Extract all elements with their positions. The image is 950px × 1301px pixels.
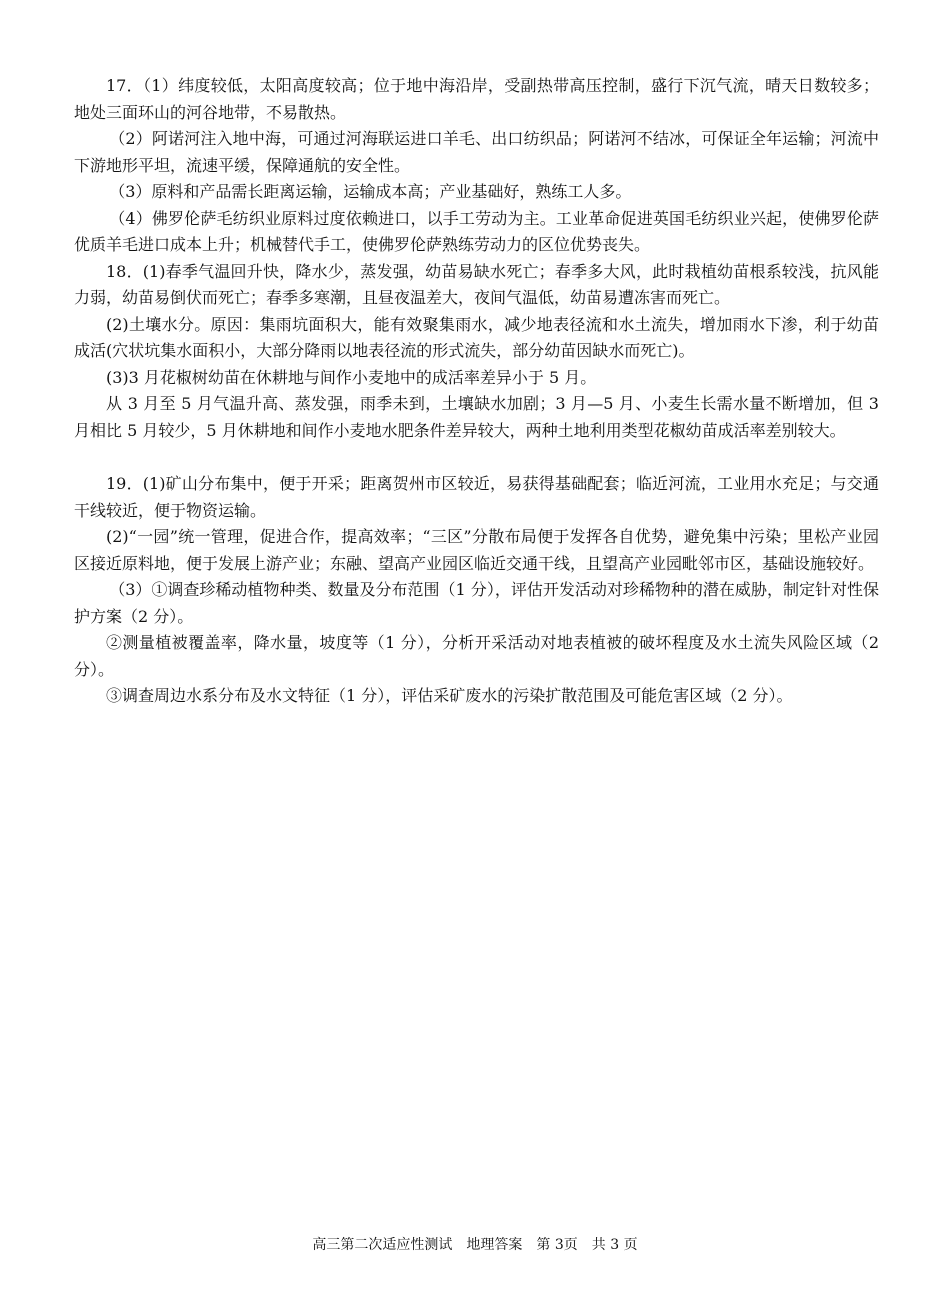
q19-part1: 19．(1)矿山分布集中，便于开采；距离贺州市区较近，易获得基础配套；临近河流，工业用水充足；与交通干线较近，便于物资运输。 xyxy=(74,474,879,520)
page-footer: 高三第二次适应性测试 地理答案 第 3页 共 3 页 xyxy=(312,1237,638,1253)
q17-part2: （2）阿诺河注入地中海，可通过河海联运进口羊毛、出口纺织品；阿诺河不结冰，可保证全年运输；河流中下游地形平坦，流速平缓，保障通航的安全性。 xyxy=(74,129,879,175)
q18-part3-explanation: 从 3 月至 5 月气温升高、蒸发强，雨季未到，土壤缺水加剧；3 月—5 月、小麦生长需水量不断增加，但 3 月相比 5 月较少，5 月休耕地和间作小麦地水肥条件差异较大，两种土地利用类型花椒幼苗成活率差别较大。 xyxy=(74,394,879,440)
q19-part3-item2: ②测量植被覆盖率，降水量，坡度等（1 分），分析开采活动对地表植被的破坏程度及水土流失风险区域（2 分）。 xyxy=(74,633,879,679)
q19-part3-item3: ③调查周边水系分布及水文特征（1 分），评估采矿废水的污染扩散范围及可能危害区域（2 分）。 xyxy=(106,686,793,705)
section-spacer xyxy=(74,444,879,471)
q19-part3-item1: （3）①调查珍稀动植物种类、数量及分布范围（1 分），评估开发活动对珍稀物种的潜在威胁，制定针对性保护方案（2 分）。 xyxy=(74,580,879,626)
q17-part1: 17．（1）纬度较低，太阳高度较高；位于地中海沿岸，受副热带高压控制，盛行下沉气流，晴天日数较多；地处三面环山的河谷地带，不易散热。 xyxy=(74,76,879,122)
q18-part2: (2)土壤水分。原因：集雨坑面积大，能有效聚集雨水，减少地表径流和水土流失，增加雨水下渗，利于幼苗成活(穴状坑集水面积小，大部分降雨以地表径流的形式流失，部分幼苗因缺水而死亡)。 xyxy=(74,314,879,360)
q19-part2: (2)“一园”统一管理，促进合作，提高效率；“三区”分散布局便于发挥各自优势，避免集中污染；里松产业园区接近原料地，便于发展上游产业；东融、望高产业园区临近交通干线，且望高产业园毗邻市区，基础设施较好。 xyxy=(74,527,879,573)
answer-content xyxy=(74,73,879,710)
q18-part3: (3)3 月花椒树幼苗在休耕地与间作小麦地中的成活率差异小于 5 月。 xyxy=(106,367,597,387)
q17-part4: （4）佛罗伦萨毛纺织业原料过度依赖进口，以手工劳动为主。工业革命促进英国毛纺织业兴起，使佛罗伦萨优质羊毛进口成本上升；机械替代手工，使佛罗伦萨熟练劳动力的区位优势丧失。 xyxy=(74,208,879,254)
q18-part1: 18．(1)春季气温回升快，降水少，蒸发强，幼苗易缺水死亡；春季多大风，此时栽植幼苗根系较浅，抗风能力弱，幼苗易倒伏而死亡；春季多寒潮，且昼夜温差大，夜间气温低，幼苗易遭冻害而死亡。 xyxy=(74,261,879,307)
q17-part3: （3）原料和产品需长距离运输，运输成本高；产业基础好，熟练工人多。 xyxy=(109,182,632,201)
